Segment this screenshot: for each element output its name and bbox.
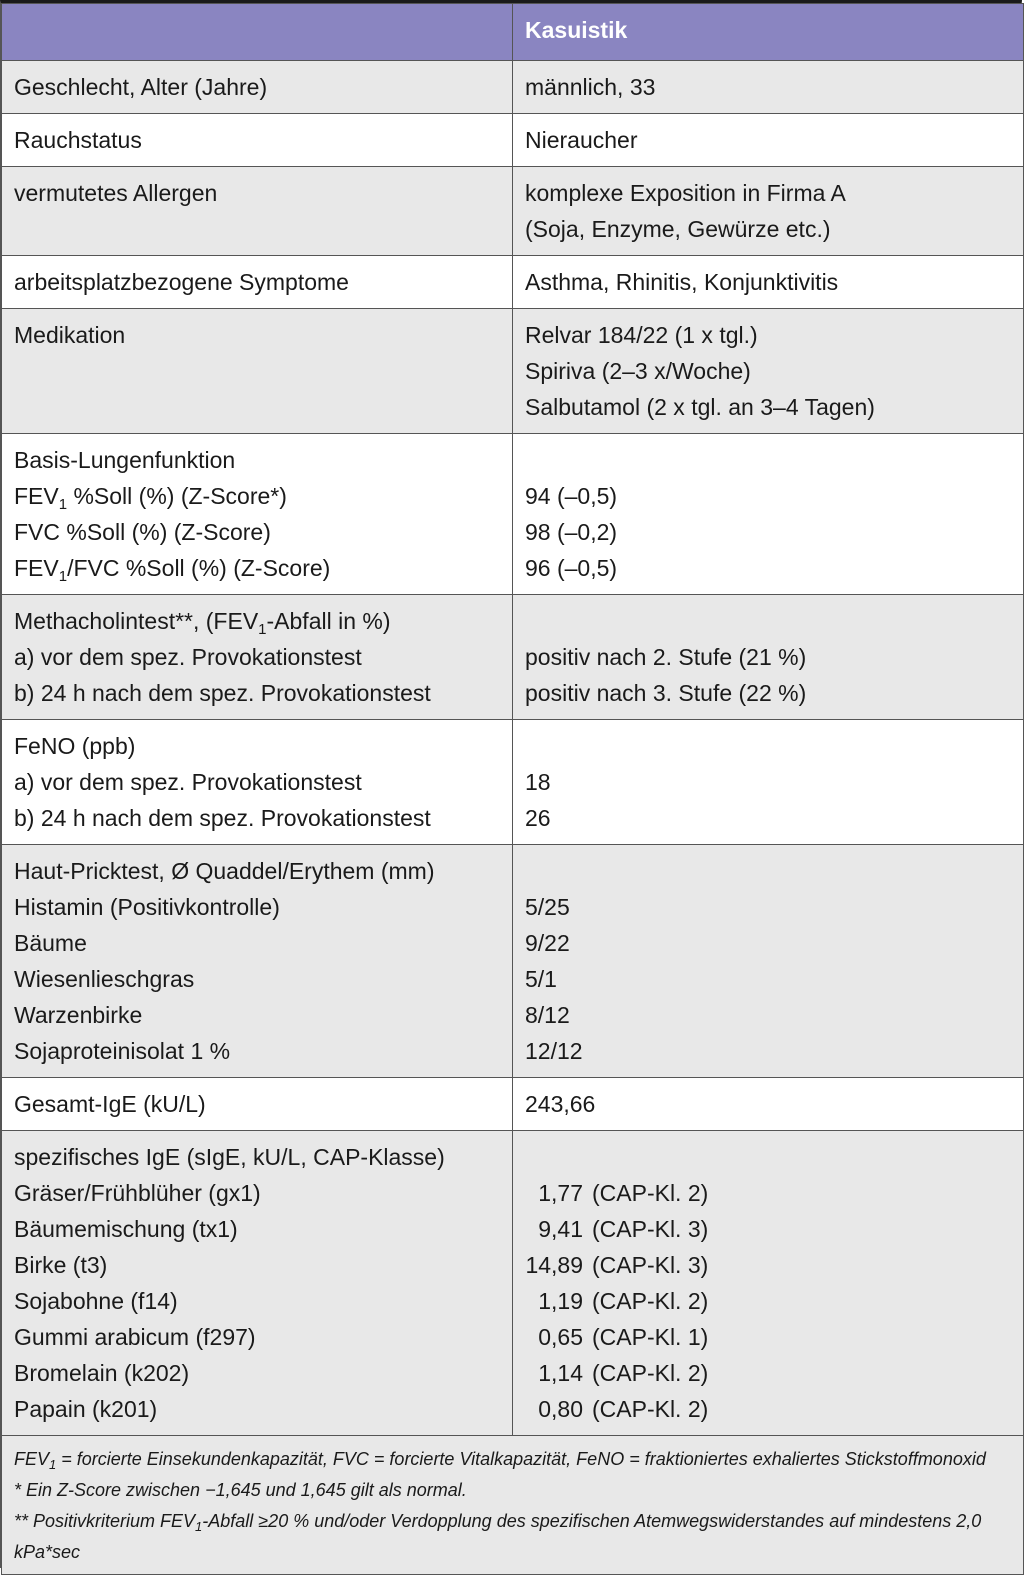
specific-ige-title: spezifisches IgE (sIgE, kU/L, CAP-Klasse)	[14, 1144, 445, 1170]
prick-title: Haut-Pricktest, Ø Quaddel/Erythem (mm)	[14, 858, 435, 884]
label-smoking: Rauchstatus	[2, 114, 513, 167]
prick-item-label: Sojaproteinisolat 1 %	[14, 1038, 231, 1064]
specific-ige-value: 9,41	[538, 1216, 583, 1242]
footnote-row	[2, 1436, 1024, 1575]
prick-item-label: Bäume	[14, 930, 87, 956]
label-symptoms: arbeitsplatzbezogene Symptome	[2, 256, 513, 309]
specific-ige-class: (CAP-Kl. 2)	[592, 1360, 709, 1386]
row-medication	[2, 309, 1024, 434]
feno-value: 18	[525, 769, 551, 795]
specific-ige-class: (CAP-Kl. 2)	[592, 1288, 709, 1314]
row-sex-age	[2, 61, 1024, 114]
specific-ige-class: (CAP-Kl. 2)	[592, 1396, 709, 1422]
specific-ige-value: 1,77	[538, 1180, 583, 1206]
row-symptoms	[2, 256, 1024, 309]
prick-item-value: 8/12	[525, 1002, 570, 1028]
prick-item-value: 9/22	[525, 930, 570, 956]
methacholine-value: positiv nach 3. Stufe (22 %)	[525, 680, 807, 706]
specific-ige-value: 1,19	[538, 1288, 583, 1314]
label-medication: Medikation	[2, 309, 513, 434]
lung-value: 96 (–0,5)	[525, 555, 618, 581]
specific-ige-label: Papain (k201)	[14, 1396, 158, 1422]
specific-ige-value: 1,14	[538, 1360, 583, 1386]
header-cell-kasuistik: Kasuistik	[513, 4, 1024, 61]
feno-title: FeNO (ppb)	[14, 733, 136, 759]
specific-ige-value: 14,89	[525, 1252, 583, 1278]
row-methacholine	[2, 595, 1024, 720]
specific-ige-label: Gummi arabicum (f297)	[14, 1324, 256, 1350]
label-total-ige: Gesamt-IgE (kU/L)	[2, 1078, 513, 1131]
row-smoking	[2, 114, 1024, 167]
specific-ige-value-line	[525, 1175, 1011, 1211]
lung-function-title: Basis-Lungenfunktion	[14, 447, 236, 473]
specific-ige-value-line	[525, 1355, 1011, 1391]
prick-item-value: 5/25	[525, 894, 570, 920]
prick-item-value: 12/12	[525, 1038, 583, 1064]
row-specific-ige	[2, 1131, 1024, 1436]
label-prick-test	[2, 845, 513, 1078]
prick-item-value: 5/1	[525, 966, 557, 992]
methacholine-value: positiv nach 2. Stufe (21 %)	[525, 644, 807, 670]
specific-ige-label: Bäumemischung (tx1)	[14, 1216, 238, 1242]
row-feno	[2, 720, 1024, 845]
case-table	[1, 3, 1024, 1575]
label-specific-ige	[2, 1131, 513, 1436]
feno-value: 26	[525, 805, 551, 831]
lung-value: 94 (–0,5)	[525, 483, 618, 509]
label-sex-age: Geschlecht, Alter (Jahre)	[2, 61, 513, 114]
value-symptoms: Asthma, Rhinitis, Konjunktivitis	[513, 256, 1024, 309]
feno-a: a) vor dem spez. Provokationstest	[14, 769, 362, 795]
specific-ige-value: 0,65	[538, 1324, 583, 1350]
header-cell-empty	[2, 4, 513, 61]
lung-fvc-label: FVC %Soll (%) (Z-Score)	[14, 519, 271, 545]
footnote-positive-criterion: ** Positivkriterium $FEV_1$-Abfall ≥20 % und/oder Verdopplung des spezifischen Atemwegswiderstandes auf mindestens 2,0 kPa*sec	[14, 1511, 982, 1562]
specific-ige-value-line	[525, 1247, 1011, 1283]
medication-line: Relvar 184/22 (1 x tgl.)	[525, 322, 758, 348]
prick-item-label: Wiesenlieschgras	[14, 966, 195, 992]
header-row	[2, 4, 1024, 61]
specific-ige-value-line	[525, 1283, 1011, 1319]
label-allergen: vermutetes Allergen	[2, 167, 513, 256]
medication-line: Salbutamol (2 x tgl. an 3–4 Tagen)	[525, 394, 875, 420]
specific-ige-value-line	[525, 1391, 1011, 1427]
row-prick-test	[2, 845, 1024, 1078]
allergen-line: (Soja, Enzyme, Gewürze etc.)	[525, 216, 831, 242]
specific-ige-value-line	[525, 1211, 1011, 1247]
value-total-ige: 243,66	[513, 1078, 1024, 1131]
value-medication	[513, 309, 1024, 434]
methacholine-a: a) vor dem spez. Provokationstest	[14, 644, 362, 670]
specific-ige-label: Birke (t3)	[14, 1252, 108, 1278]
specific-ige-class: (CAP-Kl. 3)	[592, 1252, 709, 1278]
value-allergen	[513, 167, 1024, 256]
row-allergen	[2, 167, 1024, 256]
value-prick-test	[513, 845, 1024, 1078]
footnote-z-score: * Ein Z-Score zwischen −1,645 und 1,645 gilt als normal.	[14, 1480, 467, 1500]
specific-ige-class: (CAP-Kl. 1)	[592, 1324, 709, 1350]
prick-item-label: Warzenbirke	[14, 1002, 143, 1028]
lung-value: 98 (–0,2)	[525, 519, 618, 545]
methacholine-b: b) 24 h nach dem spez. Provokationstest	[14, 680, 431, 706]
value-sex-age: männlich, 33	[513, 61, 1024, 114]
specific-ige-label: Gräser/Frühblüher (gx1)	[14, 1180, 261, 1206]
row-total-ige	[2, 1078, 1024, 1131]
specific-ige-class: (CAP-Kl. 3)	[592, 1216, 709, 1242]
label-methacholine	[2, 595, 513, 720]
label-feno	[2, 720, 513, 845]
value-lung-function	[513, 434, 1024, 595]
feno-b: b) 24 h nach dem spez. Provokationstest	[14, 805, 431, 831]
lung-ratio-label: $FEV_1$/FVC %Soll (%) (Z-Score)	[14, 555, 331, 585]
value-specific-ige	[513, 1131, 1024, 1436]
lung-fev1-label: $FEV_1$ %Soll (%) (Z-Score*)	[14, 483, 287, 513]
prick-item-label: Histamin (Positivkontrolle)	[14, 894, 280, 920]
specific-ige-value-line	[525, 1319, 1011, 1355]
value-methacholine	[513, 595, 1024, 720]
specific-ige-class: (CAP-Kl. 2)	[592, 1180, 709, 1206]
label-lung-function	[2, 434, 513, 595]
specific-ige-label: Sojabohne (f14)	[14, 1288, 178, 1314]
medication-line: Spiriva (2–3 x/Woche)	[525, 358, 751, 384]
footnotes	[2, 1436, 1024, 1575]
value-feno	[513, 720, 1024, 845]
row-lung-function	[2, 434, 1024, 595]
specific-ige-label: Bromelain (k202)	[14, 1360, 190, 1386]
specific-ige-value: 0,80	[538, 1396, 583, 1422]
methacholine-title: Methacholintest**, ($FEV_1$-Abfall in %)	[14, 608, 391, 638]
allergen-line: komplexe Exposition in Firma A	[525, 180, 846, 206]
footnote-abbreviations: $FEV_1$ = forcierte Einsekundenkapazität, FVC = forcierte Vitalkapazität, FeNO = fraktioniertes exhaliertes Stickstoffmonoxid	[14, 1449, 986, 1472]
value-smoking: Nieraucher	[513, 114, 1024, 167]
